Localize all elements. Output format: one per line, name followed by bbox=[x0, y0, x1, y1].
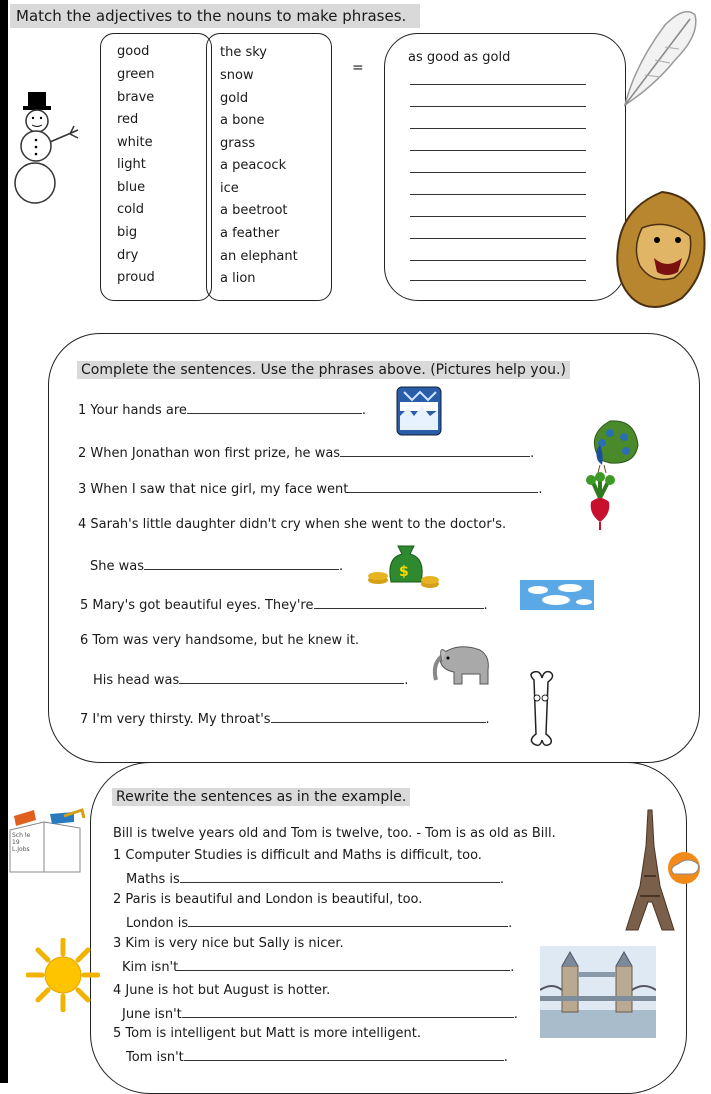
rewrite-question: 5 Tom is intelligent but Matt is more intelligent. bbox=[113, 1026, 421, 1041]
lion-icon bbox=[612, 188, 710, 320]
noun-item: the sky bbox=[220, 45, 267, 60]
answer-line bbox=[410, 150, 586, 151]
snowman-icon bbox=[8, 90, 88, 210]
sky-icon bbox=[520, 580, 594, 610]
answer-line bbox=[410, 128, 586, 129]
elephant-icon bbox=[428, 634, 498, 692]
money-icon bbox=[366, 540, 440, 590]
noun-item: gold bbox=[220, 91, 249, 106]
eiffel-tower-icon bbox=[618, 806, 700, 932]
adjective-item: proud bbox=[117, 270, 155, 285]
adjective-item: white bbox=[117, 135, 153, 150]
section2-title: Complete the sentences. Use the phrases above. (Pictures help you.) bbox=[77, 361, 570, 379]
answer-line bbox=[410, 260, 586, 261]
noun-item: grass bbox=[220, 136, 256, 151]
answer-line bbox=[410, 172, 586, 173]
answer-line bbox=[410, 106, 586, 107]
noun-item: snow bbox=[220, 68, 254, 83]
adjective-item: big bbox=[117, 225, 138, 240]
answer-line bbox=[410, 238, 586, 239]
section1-title: Match the adjectives to the nouns to make phrases. bbox=[10, 4, 420, 28]
noun-item: a peacock bbox=[220, 158, 287, 173]
sentence-7: 7 I'm very thirsty. My throat's . bbox=[80, 712, 490, 727]
noun-item: a lion bbox=[220, 271, 256, 286]
noun-item: an elephant bbox=[220, 249, 298, 264]
rewrite-question: 2 Paris is beautiful and London is beautiful, too. bbox=[113, 892, 423, 907]
adjective-item: blue bbox=[117, 180, 146, 195]
peacock-icon bbox=[580, 415, 642, 475]
rewrite-question: 4 June is hot but August is hotter. bbox=[113, 983, 331, 998]
equals-sign: = bbox=[352, 60, 364, 76]
beetroot-icon bbox=[583, 472, 617, 532]
svg-text:$: $ bbox=[399, 564, 409, 580]
answer-line bbox=[410, 84, 586, 85]
noun-item: ice bbox=[220, 181, 239, 196]
rewrite-answer: June isn't . bbox=[122, 1007, 518, 1022]
bone-icon bbox=[524, 670, 560, 748]
sentence-2: 2 When Jonathan won first prize, he was . bbox=[78, 446, 535, 461]
sentence-6b: His head was . bbox=[93, 673, 409, 688]
example-answer: as good as gold bbox=[408, 50, 511, 65]
sentence-4b: She was . bbox=[90, 559, 344, 574]
ice-icon bbox=[396, 386, 442, 436]
sentence-4: 4 Sarah's little daughter didn't cry when she went to the doctor's. bbox=[78, 517, 507, 532]
rewrite-answer: Maths is . bbox=[126, 872, 504, 887]
feather-icon bbox=[615, 5, 705, 115]
sentence-6: 6 Tom was very handsome, but he knew it. bbox=[80, 633, 360, 648]
adjective-item: green bbox=[117, 67, 155, 82]
noun-item: a feather bbox=[220, 226, 280, 241]
adjective-item: dry bbox=[117, 248, 139, 263]
sentence-1: 1 Your hands are . bbox=[78, 403, 367, 418]
left-edge-bar bbox=[0, 0, 8, 1083]
rewrite-answer: Kim isn't . bbox=[122, 960, 515, 975]
rewrite-question: 3 Kim is very nice but Sally is nicer. bbox=[113, 936, 344, 951]
answer-line bbox=[410, 194, 586, 195]
adjective-item: brave bbox=[117, 90, 155, 105]
adjective-item: cold bbox=[117, 202, 144, 217]
noun-item: a beetroot bbox=[220, 203, 288, 218]
sun-icon bbox=[26, 938, 100, 1012]
rewrite-question: 1 Computer Studies is difficult and Maths is difficult, too. bbox=[113, 848, 482, 863]
adjective-item: red bbox=[117, 112, 139, 127]
answer-line bbox=[410, 216, 586, 217]
rewrite-answer: Tom isn't . bbox=[126, 1050, 508, 1065]
book-text: Sch le 19 L.Jobs bbox=[12, 832, 31, 853]
noun-item: a bone bbox=[220, 113, 265, 128]
answer-line bbox=[410, 280, 586, 281]
adjective-item: good bbox=[117, 44, 150, 59]
tower-bridge-icon bbox=[540, 946, 656, 1038]
adjective-item: light bbox=[117, 157, 146, 172]
sentence-3: 3 When I saw that nice girl, my face went . bbox=[78, 482, 543, 497]
rewrite-answer: London is . bbox=[126, 916, 513, 931]
example-sentence: Bill is twelve years old and Tom is twelve, too. - Tom is as old as Bill. bbox=[113, 826, 556, 841]
sentence-5: 5 Mary's got beautiful eyes. They're . bbox=[80, 598, 488, 613]
section3-title: Rewrite the sentences as in the example. bbox=[112, 788, 410, 806]
